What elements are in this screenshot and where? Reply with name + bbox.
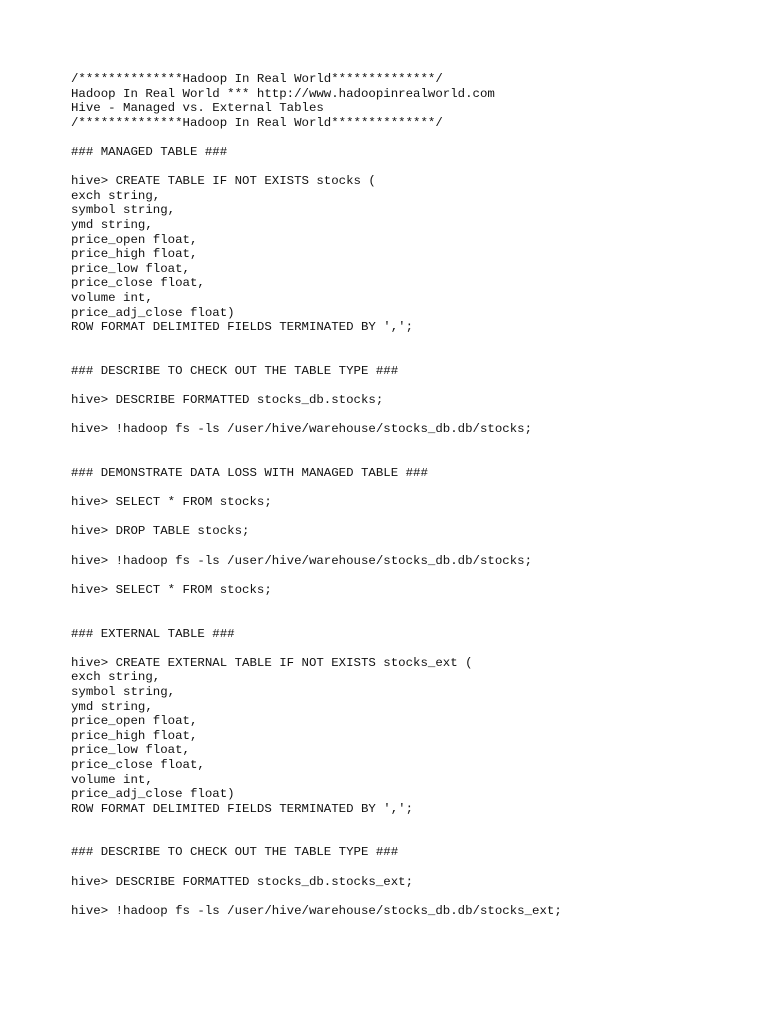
code-line: hive> !hadoop fs -ls /user/hive/warehouse/stocks_db.db/stocks;	[71, 422, 533, 437]
code-line: hive> CREATE TABLE IF NOT EXISTS stocks (	[71, 174, 376, 189]
code-line: ymd string,	[71, 699, 153, 714]
code-line: hive> SELECT * FROM stocks;	[71, 582, 272, 597]
section-heading: ### DEMONSTRATE DATA LOSS WITH MANAGED TABLE ###	[71, 466, 428, 481]
code-line: hive> CREATE EXTERNAL TABLE IF NOT EXISTS stocks_ext (	[71, 655, 473, 670]
spacer	[71, 481, 751, 496]
code-line: exch string,	[71, 188, 161, 203]
data-loss-section	[71, 466, 751, 597]
code-line: price_close float,	[71, 276, 205, 291]
code-line: price_adj_close float)	[71, 305, 235, 320]
header-block	[71, 72, 751, 130]
code-line: price_high float,	[71, 728, 198, 743]
code-line: hive> DROP TABLE stocks;	[71, 524, 250, 539]
code-line: ROW FORMAT DELIMITED FIELDS TERMINATED BY ',';	[71, 320, 414, 335]
section-heading: ### DESCRIBE TO CHECK OUT THE TABLE TYPE ###	[71, 363, 399, 378]
document-page	[71, 72, 751, 918]
code-line: volume int,	[71, 772, 153, 787]
code-line: symbol string,	[71, 684, 176, 699]
spacer	[71, 889, 751, 904]
section-heading: ### DESCRIBE TO CHECK OUT THE TABLE TYPE ###	[71, 845, 399, 860]
external-create-statement	[71, 656, 751, 817]
code-line: volume int,	[71, 290, 153, 305]
code-line: ROW FORMAT DELIMITED FIELDS TERMINATED BY ',';	[71, 801, 414, 816]
code-line: symbol string,	[71, 203, 176, 218]
managed-table-section	[71, 145, 751, 335]
spacer	[71, 860, 751, 875]
spacer	[71, 539, 751, 554]
header-banner-top: /**************Hadoop In Real World**************/	[71, 72, 443, 86]
header-title-line: Hive - Managed vs. External Tables	[71, 101, 324, 116]
code-line: hive> !hadoop fs -ls /user/hive/warehouse/stocks_db.db/stocks_ext;	[71, 903, 562, 918]
spacer	[71, 597, 751, 626]
spacer	[71, 335, 751, 364]
code-line: hive> !hadoop fs -ls /user/hive/warehouse/stocks_db.db/stocks;	[71, 553, 533, 568]
section-heading: ### MANAGED TABLE ###	[71, 144, 228, 159]
code-line: ymd string,	[71, 217, 153, 232]
code-line: price_open float,	[71, 714, 198, 729]
code-line: hive> DESCRIBE FORMATTED stocks_db.stocks_ext;	[71, 874, 414, 889]
spacer	[71, 408, 751, 423]
managed-create-statement	[71, 174, 751, 335]
spacer	[71, 510, 751, 525]
section-heading: ### EXTERNAL TABLE ###	[71, 626, 235, 641]
code-line: hive> SELECT * FROM stocks;	[71, 495, 272, 510]
code-line: price_low float,	[71, 743, 190, 758]
spacer	[71, 130, 751, 145]
describe-external-section	[71, 845, 751, 918]
header-site-line: Hadoop In Real World *** http://www.hadoopinrealworld.com	[71, 86, 495, 101]
spacer	[71, 816, 751, 845]
code-line: price_adj_close float)	[71, 787, 235, 802]
code-line: price_low float,	[71, 261, 190, 276]
spacer	[71, 568, 751, 583]
header-banner-bottom: /**************Hadoop In Real World**************/	[71, 115, 443, 130]
external-table-section	[71, 627, 751, 817]
spacer	[71, 160, 751, 175]
code-line: price_open float,	[71, 232, 198, 247]
code-line: price_close float,	[71, 757, 205, 772]
spacer	[71, 437, 751, 466]
spacer	[71, 641, 751, 656]
spacer	[71, 378, 751, 393]
code-line: price_high float,	[71, 247, 198, 262]
code-line: hive> DESCRIBE FORMATTED stocks_db.stocks;	[71, 393, 384, 408]
code-line: exch string,	[71, 670, 161, 685]
describe-managed-section	[71, 364, 751, 437]
